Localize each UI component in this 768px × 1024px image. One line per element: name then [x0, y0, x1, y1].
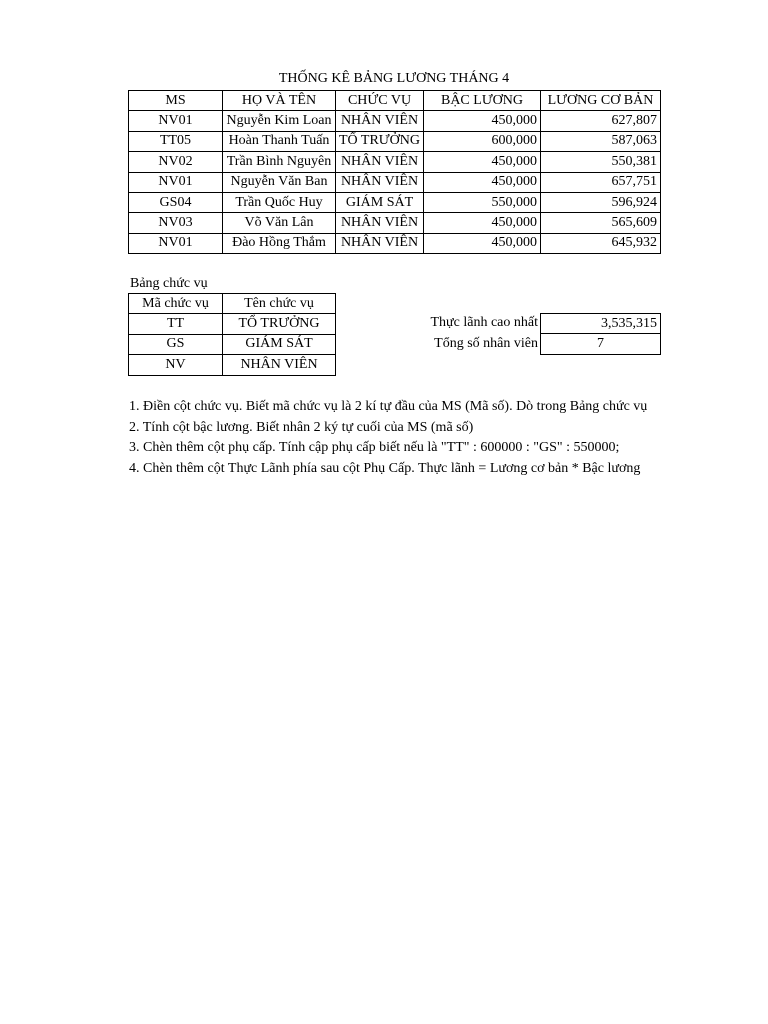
employee-count-row — [541, 334, 661, 354]
name-cell[interactable]: Trần Bình Nguyên — [223, 152, 336, 172]
name-cell[interactable]: Nguyễn Kim Loan — [223, 111, 336, 131]
table-row — [129, 111, 661, 131]
position-cell[interactable]: NHÂN VIÊN — [336, 152, 424, 172]
name-cell[interactable]: Nguyễn Văn Ban — [223, 172, 336, 192]
ms-cell[interactable]: NV01 — [129, 233, 223, 253]
grade-cell[interactable]: 450,000 — [424, 152, 541, 172]
name-cell[interactable]: Hoàn Thanh Tuấn — [223, 131, 336, 151]
position-code-cell[interactable]: TT — [129, 314, 223, 334]
position-code-cell[interactable]: GS — [129, 334, 223, 354]
column-header[interactable]: BẬC LƯƠNG — [424, 91, 541, 111]
position-code-cell[interactable]: NV — [129, 355, 223, 375]
grade-cell[interactable]: 600,000 — [424, 131, 541, 151]
position-table-caption: Bảng chức vụ — [130, 276, 208, 291]
base-salary-cell[interactable]: 587,063 — [541, 131, 661, 151]
instruction-3: 3. Chèn thêm cột phụ cấp. Tính cập phụ cấp biết nếu là "TT" : 600000 : "GS" : 550000; — [129, 440, 620, 455]
base-salary-cell[interactable]: 645,932 — [541, 233, 661, 253]
position-cell[interactable]: NHÂN VIÊN — [336, 233, 424, 253]
ms-cell[interactable]: NV01 — [129, 111, 223, 131]
sheet-title: THỐNG KÊ BẢNG LƯƠNG THÁNG 4 — [278, 71, 510, 86]
max-pay-row — [541, 314, 661, 334]
employee-count-label: Tổng số nhân viên — [434, 336, 538, 351]
position-name-cell[interactable]: NHÂN VIÊN — [223, 355, 336, 375]
column-header[interactable]: Mã chức vụ — [129, 294, 223, 314]
position-name-cell[interactable]: GIÁM SÁT — [223, 334, 336, 354]
base-salary-cell[interactable]: 565,609 — [541, 213, 661, 233]
name-cell[interactable]: Trần Quốc Huy — [223, 192, 336, 212]
instructions — [129, 397, 661, 479]
table-row — [129, 314, 336, 334]
instruction-1: 1. Điền cột chức vụ. Biết mã chức vụ là 2 kí tự đầu của MS (Mã số). Dò trong Bảng chức vụ — [129, 399, 648, 414]
instruction-2: 2. Tính cột bậc lương. Biết nhân 2 ký tự cuối của MS (mã số) — [129, 419, 474, 435]
position-cell[interactable]: NHÂN VIÊN — [336, 213, 424, 233]
column-header[interactable]: LƯƠNG CƠ BẢN — [541, 91, 661, 111]
position-cell[interactable]: GIÁM SÁT — [336, 192, 424, 212]
table-row — [129, 334, 336, 354]
base-salary-cell[interactable]: 596,924 — [541, 192, 661, 212]
ms-cell[interactable]: NV03 — [129, 213, 223, 233]
column-header[interactable]: MS — [129, 91, 223, 111]
position-table — [128, 293, 336, 376]
table-row — [129, 192, 661, 212]
grade-cell[interactable]: 450,000 — [424, 233, 541, 253]
ms-cell[interactable]: NV02 — [129, 152, 223, 172]
position-cell[interactable]: NHÂN VIÊN — [336, 111, 424, 131]
table-row — [129, 213, 661, 233]
base-salary-cell[interactable]: 657,751 — [541, 172, 661, 192]
table-row — [129, 152, 661, 172]
salary-table — [128, 90, 661, 254]
employee-count-value[interactable]: 7 — [541, 334, 661, 354]
base-salary-cell[interactable]: 550,381 — [541, 152, 661, 172]
column-header[interactable]: Tên chức vụ — [223, 294, 336, 314]
grade-cell[interactable]: 450,000 — [424, 213, 541, 233]
base-salary-cell[interactable]: 627,807 — [541, 111, 661, 131]
column-header[interactable]: CHỨC VỤ — [336, 91, 424, 111]
table-row — [129, 131, 661, 151]
stats-table — [540, 313, 661, 355]
ms-cell[interactable]: NV01 — [129, 172, 223, 192]
table-row — [129, 172, 661, 192]
position-cell[interactable]: TỔ TRƯỞNG — [336, 131, 424, 151]
name-cell[interactable]: Đào Hồng Thắm — [223, 233, 336, 253]
position-header-row — [129, 294, 336, 314]
instruction-4: 4. Chèn thêm cột Thực Lãnh phía sau cột Phụ Cấp. Thực lãnh = Lương cơ bản * Bậc lương — [129, 460, 641, 476]
position-name-cell[interactable]: TỔ TRƯỞNG — [223, 314, 336, 334]
table-row — [129, 233, 661, 253]
grade-cell[interactable]: 450,000 — [424, 111, 541, 131]
ms-cell[interactable]: GS04 — [129, 192, 223, 212]
position-cell[interactable]: NHÂN VIÊN — [336, 172, 424, 192]
ms-cell[interactable]: TT05 — [129, 131, 223, 151]
table-header-row — [129, 91, 661, 111]
grade-cell[interactable]: 450,000 — [424, 172, 541, 192]
max-pay-value[interactable]: 3,535,315 — [541, 314, 661, 334]
grade-cell[interactable]: 550,000 — [424, 192, 541, 212]
name-cell[interactable]: Võ Văn Lân — [223, 213, 336, 233]
max-pay-label: Thực lãnh cao nhất — [430, 315, 538, 330]
column-header[interactable]: HỌ VÀ TÊN — [223, 91, 336, 111]
table-row — [129, 355, 336, 375]
